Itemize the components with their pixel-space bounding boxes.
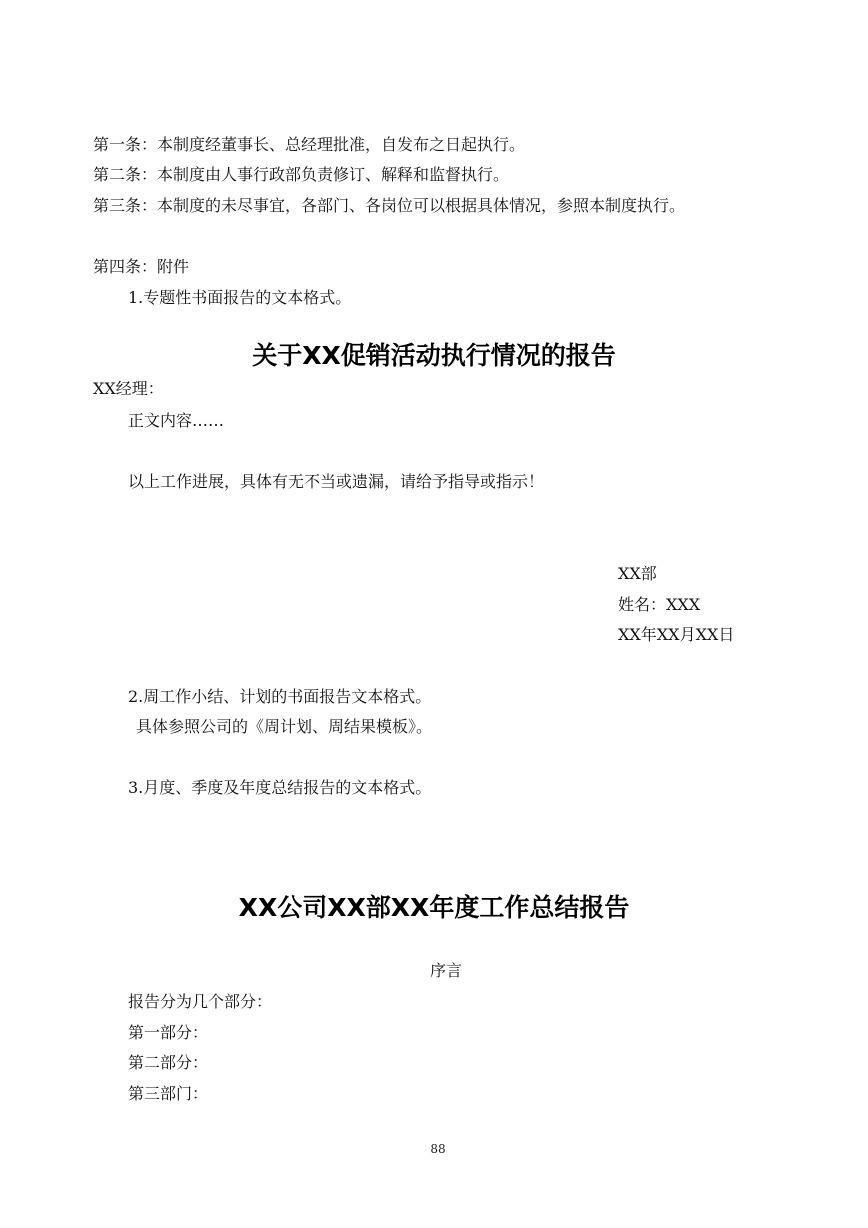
page-number: 88 [430, 1142, 446, 1156]
article-4: 第四条：附件 [93, 257, 190, 276]
article-1: 第一条：本制度经董事长、总经理批准，自发布之日起执行。 [93, 135, 526, 154]
report2-title: XX公司XX部XX年度工作总结报告 [238, 893, 630, 922]
report1-body: 正文内容…… [128, 411, 225, 430]
report1-title: 关于XX促销活动执行情况的报告 [252, 341, 616, 370]
report1-salutation: XX经理： [93, 379, 164, 398]
attachment-item-2-detail: 具体参照公司的《周计划、周结果模板》。 [136, 717, 433, 736]
signature-department: XX部 [618, 564, 657, 583]
report2-intro: 报告分为几个部分： [128, 992, 273, 1011]
attachment-item-3: 3.月度、季度及年度总结报告的文本格式。 [128, 778, 432, 797]
report2-part-2: 第二部分： [128, 1053, 209, 1072]
report2-preface: 序言 [429, 961, 462, 980]
signature-date: XX年XX月XX日 [618, 625, 735, 644]
article-3: 第三条：本制度的未尽事宜，各部门、各岗位可以根据具体情况，参照本制度执行。 [93, 196, 686, 215]
attachment-item-2: 2.周工作小结、计划的书面报告文本格式。 [128, 687, 432, 706]
article-2: 第二条：本制度由人事行政部负责修订、解释和监督执行。 [93, 165, 510, 184]
report1-closing: 以上工作进展，具体有无不当或遗漏，请给予指导或指示！ [128, 472, 545, 491]
report2-part-3: 第三部门： [128, 1084, 209, 1103]
report2-part-1: 第一部分： [128, 1023, 209, 1042]
signature-name: 姓名：XXX [618, 595, 701, 614]
attachment-item-1: 1.专题性书面报告的文本格式。 [128, 288, 352, 307]
